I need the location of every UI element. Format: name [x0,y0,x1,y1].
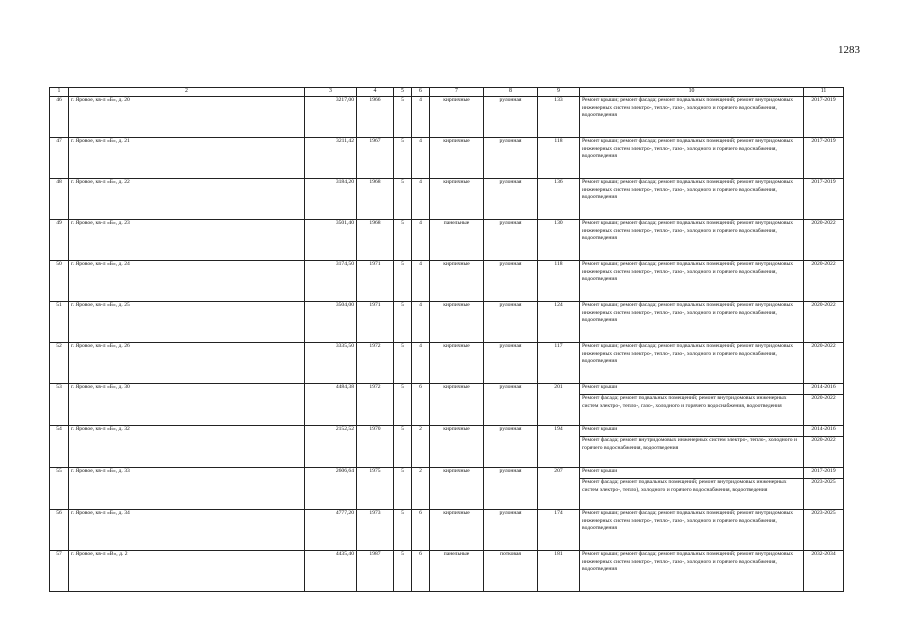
area-cell: 2606,64 [305,468,357,510]
row-number: 56 [50,510,69,551]
table-row [50,220,844,261]
repair-works-cell: Ремонт крыши [580,384,804,395]
year-cell: 1967 [357,138,394,179]
area-cell: 3184,20 [305,179,357,220]
year-cell: 1987 [357,551,394,592]
area-cell: 2152,52 [305,426,357,468]
residents-cell: 133 [538,97,580,138]
entrances-cell: 4 [412,179,430,220]
repair-period-cell: 2032-2034 [804,551,844,592]
table-row [50,97,844,138]
residents-cell: 194 [538,426,580,468]
floors-cell: 5 [394,426,412,468]
page-number: 1283 [838,44,860,56]
row-number: 54 [50,426,69,468]
entrances-cell: 6 [412,510,430,551]
roof-type-cell: рулонная [484,261,538,302]
table-row [50,426,844,437]
entrances-cell: 6 [412,384,430,426]
row-number: 51 [50,302,69,343]
roof-type-cell: потковая [484,551,538,592]
column-number-8: 8 [484,88,538,97]
entrances-cell: 4 [412,220,430,261]
repair-works-cell: Ремонт крыши; ремонт фасада; ремонт подвальных помещений; ремонт внутридомовых инженерных систем электро-, тепло-, газо-, холодного и горячего водоснабжения, водоотведения [580,97,804,138]
roof-type-cell: рулонная [484,302,538,343]
residents-cell: 130 [538,220,580,261]
entrances-cell: 4 [412,138,430,179]
area-cell: 3501,40 [305,220,357,261]
column-number-1: 1 [50,88,69,97]
row-number: 55 [50,468,69,510]
floors-cell: 5 [394,261,412,302]
address-cell: г. Яровое, кв-л «Б», д. 21 [69,138,305,179]
wall-material-cell: кирпичные [430,97,484,138]
address-cell: г. Яровое, кв-л «Б», д. 26 [69,343,305,384]
repair-period-cell: 2020-2022 [804,343,844,384]
repair-works-cell: Ремонт крыши; ремонт фасада; ремонт подвальных помещений; ремонт внутридомовых инженерных систем электро-, тепло-, газо-, холодного и горячего водоснабжения, водоотведения [580,551,804,592]
table-row [50,510,844,551]
entrances-cell: 4 [412,302,430,343]
area-cell: 3504,00 [305,302,357,343]
address-cell: г. Яровое, кв-л «Б», д. 33 [69,468,305,510]
year-cell: 1972 [357,343,394,384]
repair-period-cell: 2023-2025 [804,510,844,551]
column-number-2: 2 [69,88,305,97]
entrances-cell: 2 [412,426,430,468]
table-row [50,468,844,479]
row-number: 57 [50,551,69,592]
residents-cell: 201 [538,384,580,426]
year-cell: 1971 [357,261,394,302]
address-cell: г. Яровое, кв-л «Б», д. 30 [69,384,305,426]
wall-material-cell: кирпичные [430,261,484,302]
floors-cell: 5 [394,384,412,426]
row-number: 48 [50,179,69,220]
address-cell: г. Яровое, кв-л «Б», д. 20 [69,97,305,138]
wall-material-cell: панельные [430,220,484,261]
year-cell: 1968 [357,179,394,220]
repair-period-cell: 2020-2022 [804,437,844,468]
wall-material-cell: кирпичные [430,510,484,551]
year-cell: 1966 [357,97,394,138]
repair-works-cell: Ремонт фасада; ремонт внутридомовых инженерных систем электро-, тепло-, холодного и горячего водоснабжения, водоотведения [580,437,804,468]
row-number: 47 [50,138,69,179]
table-row [50,179,844,220]
repair-works-cell: Ремонт фасада; ремонт подвальных помещений; ремонт внутридомовых инженерных систем электро-, тепло), холодного и горячего водоснабжения, водоотведения [580,479,804,510]
row-number: 49 [50,220,69,261]
repair-period-cell: 2017-2019 [804,179,844,220]
area-cell: 3211,42 [305,138,357,179]
column-number-5: 5 [394,88,412,97]
row-number: 50 [50,261,69,302]
year-cell: 1975 [357,468,394,510]
wall-material-cell: кирпичные [430,468,484,510]
housing-repair-table [49,87,844,592]
repair-works-cell: Ремонт фасада; ремонт подвальных помещений; ремонт внутридомовых инженерных систем электро-, тепло-, газо-, холодного и горячего водоснабжения, водоотведения [580,395,804,426]
entrances-cell: 4 [412,97,430,138]
repair-period-cell: 2023-2025 [804,479,844,510]
area-cell: 4777,20 [305,510,357,551]
column-number-4: 4 [357,88,394,97]
roof-type-cell: рулонная [484,510,538,551]
repair-works-cell: Ремонт крыши; ремонт фасада; ремонт подвальных помещений; ремонт внутридомовых инженерных систем электро-, тепло-, газо-, холодного и горячего водоснабжения, водоотведения [580,220,804,261]
repair-works-cell: Ремонт крыши; ремонт фасада; ремонт подвальных помещений; ремонт внутридомовых инженерных систем электро-, тепло-, газо-, холодного и горячего водоснабжения, водоотведения [580,343,804,384]
year-cell: 1972 [357,384,394,426]
column-number-row [50,88,844,97]
roof-type-cell: рулонная [484,97,538,138]
address-cell: г. Яровое, кв-л «Б», д. 24 [69,261,305,302]
wall-material-cell: кирпичные [430,138,484,179]
repair-period-cell: 2020-2022 [804,395,844,426]
entrances-cell: 2 [412,468,430,510]
floors-cell: 5 [394,551,412,592]
repair-period-cell: 2017-2019 [804,138,844,179]
residents-cell: 174 [538,510,580,551]
floors-cell: 5 [394,302,412,343]
table-row [50,261,844,302]
column-number-6: 6 [412,88,430,97]
wall-material-cell: кирпичные [430,343,484,384]
wall-material-cell: кирпичные [430,302,484,343]
residents-cell: 207 [538,468,580,510]
address-cell: г. Яровое, кв-л «Б», д. 23 [69,220,305,261]
repair-works-cell: Ремонт крыши; ремонт фасада; ремонт подвальных помещений; ремонт внутридомовых инженерных систем электро-, тепло-, газо-, холодного и горячего водоснабжения, водоотведения [580,138,804,179]
residents-cell: 118 [538,261,580,302]
repair-period-cell: 2020-2022 [804,261,844,302]
year-cell: 1973 [357,510,394,551]
roof-type-cell: рулонная [484,343,538,384]
area-cell: 3335,50 [305,343,357,384]
repair-works-cell: Ремонт крыши [580,468,804,479]
row-number: 46 [50,97,69,138]
table-row [50,384,844,395]
table-row [50,302,844,343]
area-cell: 3217,00 [305,97,357,138]
address-cell: г. Яровое, кв-л «Б», д. 25 [69,302,305,343]
residents-cell: 124 [538,302,580,343]
table-row [50,551,844,592]
repair-works-cell: Ремонт крыши; ремонт фасада; ремонт подвальных помещений; ремонт внутридомовых инженерных систем электро-, тепло-, газо-, холодного и горячего водоснабжения, водоотведения [580,179,804,220]
repair-period-cell: 2017-2019 [804,97,844,138]
column-number-3: 3 [305,88,357,97]
roof-type-cell: рулонная [484,138,538,179]
floors-cell: 5 [394,97,412,138]
entrances-cell: 4 [412,343,430,384]
repair-period-cell: 2014-2016 [804,426,844,437]
table-body [50,88,844,592]
address-cell: г. Яровое, кв-л «Б», д. 32 [69,426,305,468]
address-cell: г. Яровое, кв-л «Б», д. 34 [69,510,305,551]
column-number-9: 9 [538,88,580,97]
floors-cell: 5 [394,179,412,220]
roof-type-cell: рулонная [484,384,538,426]
table-row [50,343,844,384]
repair-period-cell: 2017-2019 [804,468,844,479]
wall-material-cell: кирпичные [430,426,484,468]
table-row [50,138,844,179]
repair-period-cell: 2020-2022 [804,220,844,261]
wall-material-cell: кирпичные [430,179,484,220]
roof-type-cell: рулонная [484,426,538,468]
repair-period-cell: 2014-2016 [804,384,844,395]
entrances-cell: 6 [412,551,430,592]
roof-type-cell: рулонная [484,468,538,510]
row-number: 53 [50,384,69,426]
repair-works-cell: Ремонт крыши; ремонт фасада; ремонт подвальных помещений; ремонт внутридомовых инженерных систем электро-, тепло-, газо-, холодного и горячего водоснабжения, водоотведения [580,261,804,302]
wall-material-cell: кирпичные [430,384,484,426]
area-cell: 4484,38 [305,384,357,426]
roof-type-cell: рулонная [484,179,538,220]
residents-cell: 181 [538,551,580,592]
repair-works-cell: Ремонт крыши [580,426,804,437]
year-cell: 1968 [357,220,394,261]
area-cell: 4435,40 [305,551,357,592]
year-cell: 1970 [357,426,394,468]
repair-works-cell: Ремонт крыши; ремонт фасада; ремонт подвальных помещений; ремонт внутридомовых инженерных систем электро-, тепло-, газо-, холодного и горячего водоснабжения, водоотведения [580,302,804,343]
entrances-cell: 4 [412,261,430,302]
column-number-10: 10 [580,88,804,97]
floors-cell: 5 [394,343,412,384]
roof-type-cell: рулонная [484,220,538,261]
row-number: 52 [50,343,69,384]
address-cell: г. Яровое, кв-л «Б», д. 22 [69,179,305,220]
column-number-7: 7 [430,88,484,97]
floors-cell: 5 [394,510,412,551]
residents-cell: 118 [538,138,580,179]
floors-cell: 5 [394,138,412,179]
area-cell: 3174,50 [305,261,357,302]
repair-works-cell: Ремонт крыши; ремонт фасада; ремонт подвальных помещений; ремонт внутридомовых инженерных систем электро-, тепло-, газо-, холодного и горячего водоснабжения, водоотведения [580,510,804,551]
column-number-11: 11 [804,88,844,97]
residents-cell: 136 [538,179,580,220]
floors-cell: 5 [394,220,412,261]
residents-cell: 117 [538,343,580,384]
wall-material-cell: панельные [430,551,484,592]
year-cell: 1971 [357,302,394,343]
repair-period-cell: 2020-2022 [804,302,844,343]
address-cell: г. Яровое, кв-л «В», д. 2 [69,551,305,592]
floors-cell: 5 [394,468,412,510]
